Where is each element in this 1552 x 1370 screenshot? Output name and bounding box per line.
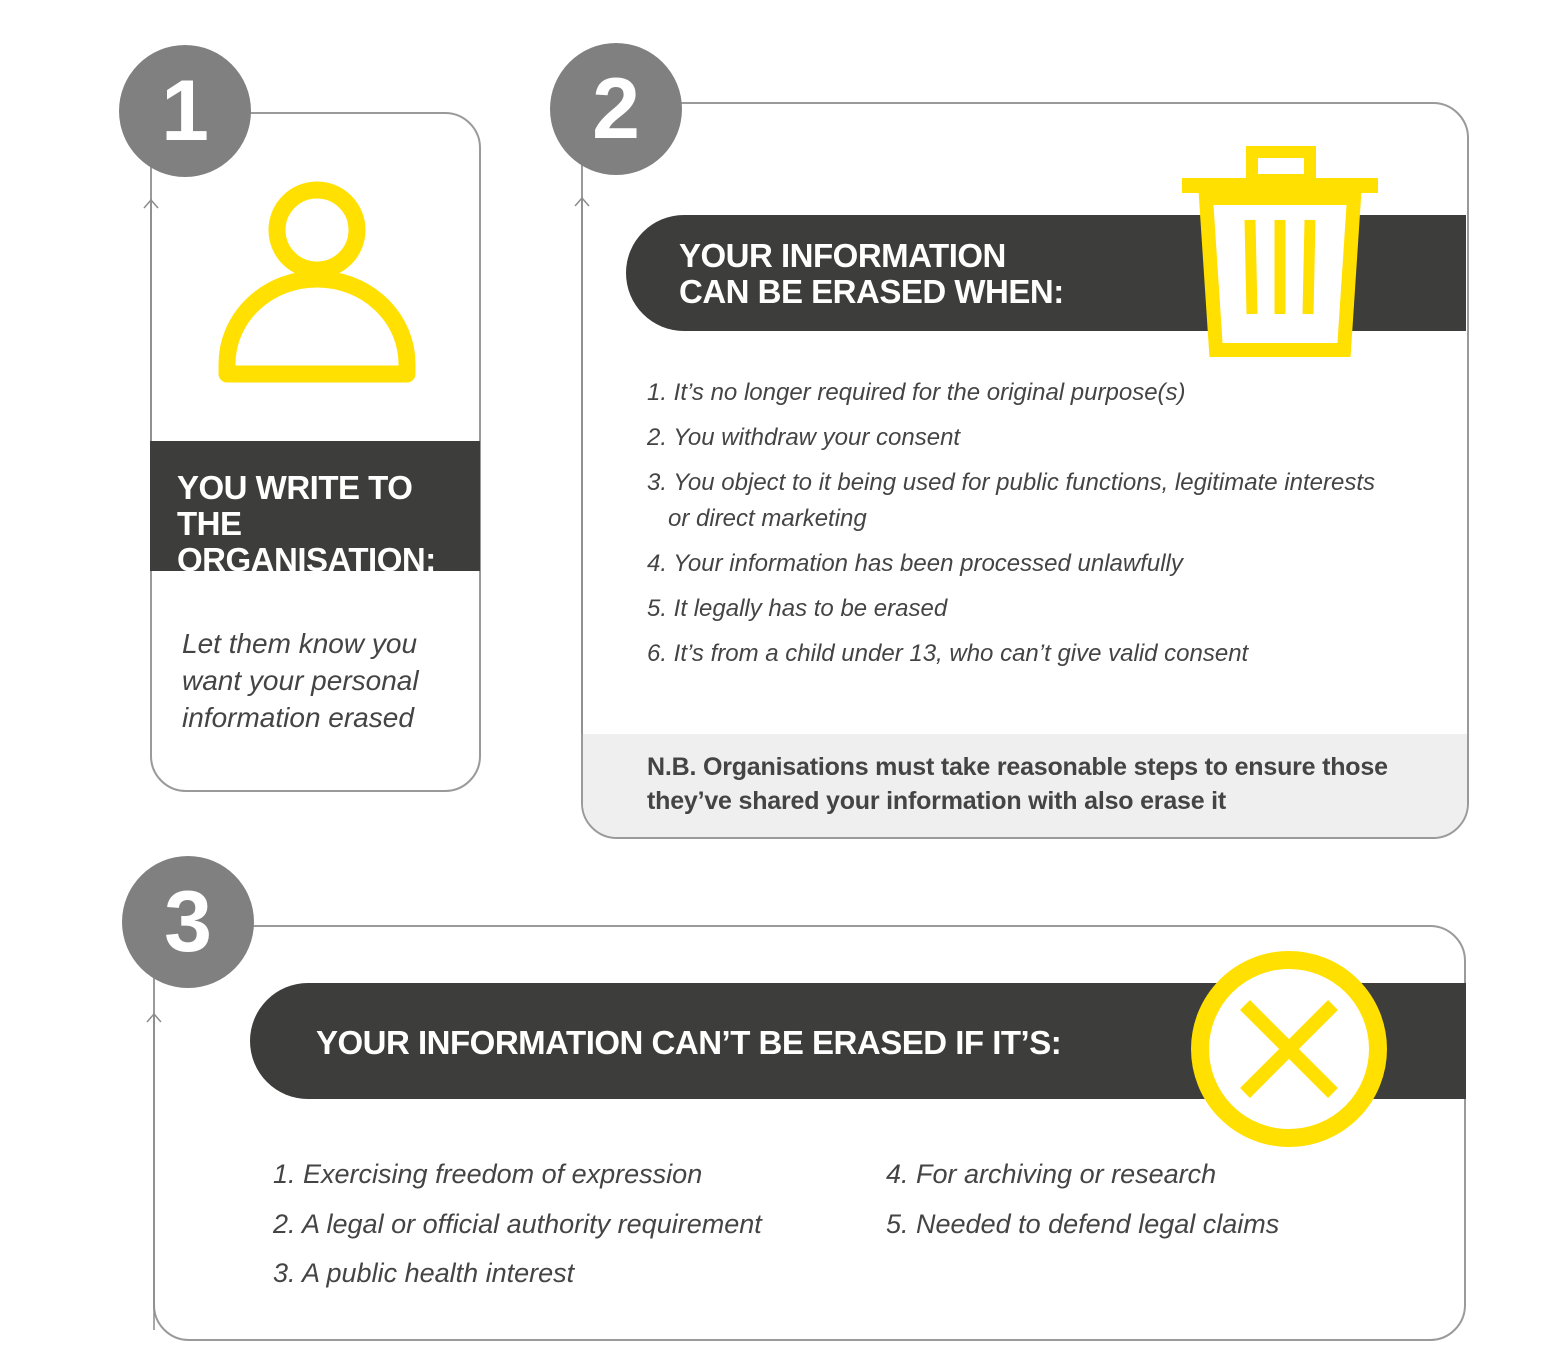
- cross-circle-icon: [1187, 947, 1391, 1151]
- step3-number-badge: 3: [122, 856, 254, 988]
- step3-item-3: 3. A public health interest: [273, 1258, 575, 1288]
- step2-heading-line2: CAN BE ERASED WHEN:: [679, 273, 1064, 310]
- up-arrow-icon: [144, 1010, 164, 1330]
- step1-body-line3: information erased: [182, 702, 414, 733]
- step2-item-2: 2. You withdraw your consent: [647, 424, 961, 451]
- step3-item-4: 4. For archiving or research: [886, 1159, 1217, 1189]
- up-arrow-icon: [572, 194, 592, 734]
- step1-heading-bar: [150, 441, 480, 578]
- step2-item-5: 5. It legally has to be erased: [647, 595, 948, 622]
- step2-note-line2: they’ve shared your information with also erase it: [647, 787, 1227, 815]
- step1-heading-line1: YOU WRITE TO THE: [177, 469, 413, 542]
- step3-item-2: 2. A legal or official authority requirement: [273, 1209, 762, 1239]
- person-icon: [214, 176, 420, 384]
- step2-heading-line1: YOUR INFORMATION: [679, 237, 1006, 274]
- step1-heading-line2: ORGANISATION:: [177, 541, 436, 578]
- step2-note-line1: N.B. Organisations must take reasonable steps to ensure those: [647, 753, 1388, 781]
- step3-item-1: 1. Exercising freedom of expression: [273, 1159, 703, 1189]
- step2-item-3-continued: or direct marketing: [668, 505, 867, 532]
- step2-number-badge: 2: [550, 43, 682, 175]
- step2-item-3: 3. You object to it being used for public functions, legitimate interests: [647, 469, 1375, 496]
- step2-item-6: 6. It’s from a child under 13, who can’t give valid consent: [647, 640, 1249, 667]
- step2-item-4: 4. Your information has been processed unlawfully: [647, 550, 1183, 577]
- step2-item-1: 1. It’s no longer required for the original purpose(s): [647, 379, 1186, 406]
- step1-body-line1: Let them know you: [182, 628, 418, 659]
- step3-item-5: 5. Needed to defend legal claims: [886, 1209, 1280, 1239]
- trash-can-icon: [1180, 146, 1380, 360]
- step3-heading: YOUR INFORMATION CAN’T BE ERASED IF IT’S:: [316, 1024, 1062, 1061]
- step1-body-text: [182, 625, 419, 736]
- up-arrow-icon: [141, 196, 161, 446]
- step1-body-line2: want your personal: [182, 665, 419, 696]
- step1-number-badge: 1: [119, 45, 251, 177]
- step2-note-text: [647, 750, 1388, 818]
